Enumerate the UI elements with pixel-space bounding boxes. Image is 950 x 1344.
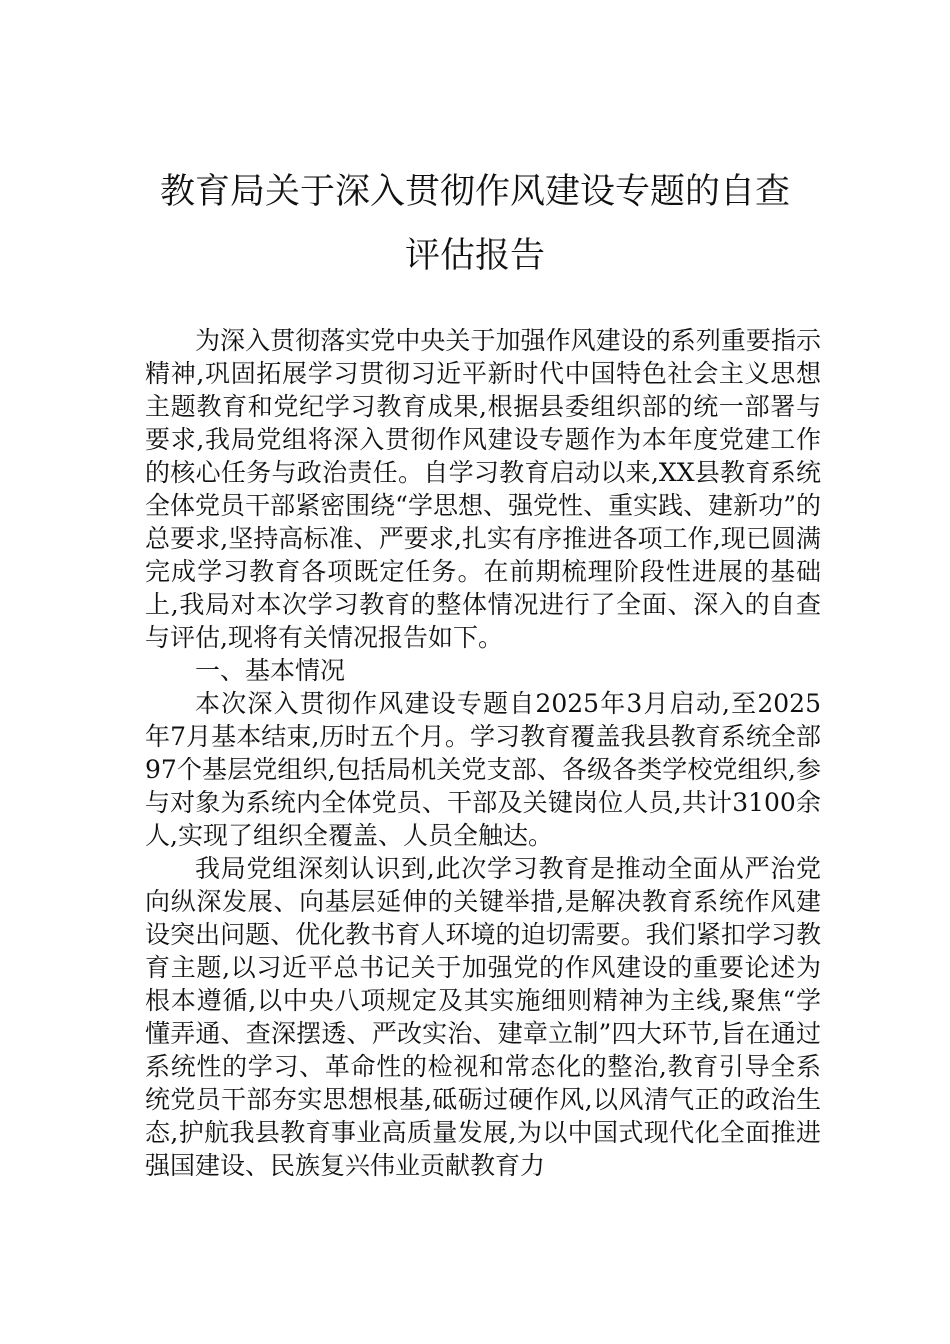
title-line-1: 教育局关于深入贯彻作风建设专题的自查 — [159, 172, 790, 212]
section-heading-basic-situation: 一、基本情况 — [195, 656, 346, 685]
intro-paragraph: 为深入贯彻落实党中央关于加强作风建设的系列重要指示精神,巩固拓展学习贯彻习近平新时代中国特色社会主义思想主题教育和党纪学习教育成果,根据县委组织部的统一部署与要求,我局党组将深入贯彻作风建设专题作为本年度党建工作的核心任务与政治责任。自学习教育启动以来,XX县教育系统全体党员干部紧密围绕“学思想、强党性、重实践、建新功”的总要求,坚持高标准、严要求,扎实有序推进各项工作,现已圆满完成学习教育各项既定任务。在前期梳理阶段性进展的基础上,我局对本次学习教育的整体情况进行了全面、深入的自查与评估,现将有关情况报告如下。 — [145, 326, 821, 652]
basic-situation-paragraph: 本次深入贯彻作风建设专题自2025年3月启动,至2025年7月基本结束,历时五个月。学习教育覆盖我县教育系统全部97个基层党组织,包括局机关党支部、各级各类学校党组织,参与对象为系统内全体党员、干部及关键岗位人员,共计3100余人,实现了组织全覆盖、人员全触达。 — [145, 689, 821, 850]
party-group-paragraph: 我局党组深刻认识到,此次学习教育是推动全面从严治党向纵深发展、向基层延伸的关键举措,是解决教育系统作风建设突出问题、优化教书育人环境的迫切需要。我们紧扣学习教育主题,以习近平总书记关于加强党的作风建设的重要论述为根本遵循,以中央八项规定及其实施细则精神为主线,聚焦“学懂弄通、查深摆透、严改实治、建章立制”四大环节,旨在通过系统性的学习、革命性的检视和常态化的整治,教育引导全系统党员干部夯实思想根基,砥砺过硬作风,以风清气正的政治生态,护航我县教育事业高质量发展,为以中国式现代化全面推进强国建设、民族复兴伟业贡献教育力 — [145, 854, 821, 1180]
title-line-2: 评估报告 — [404, 236, 545, 276]
document-title — [120, 160, 830, 288]
document-body — [145, 324, 821, 1182]
